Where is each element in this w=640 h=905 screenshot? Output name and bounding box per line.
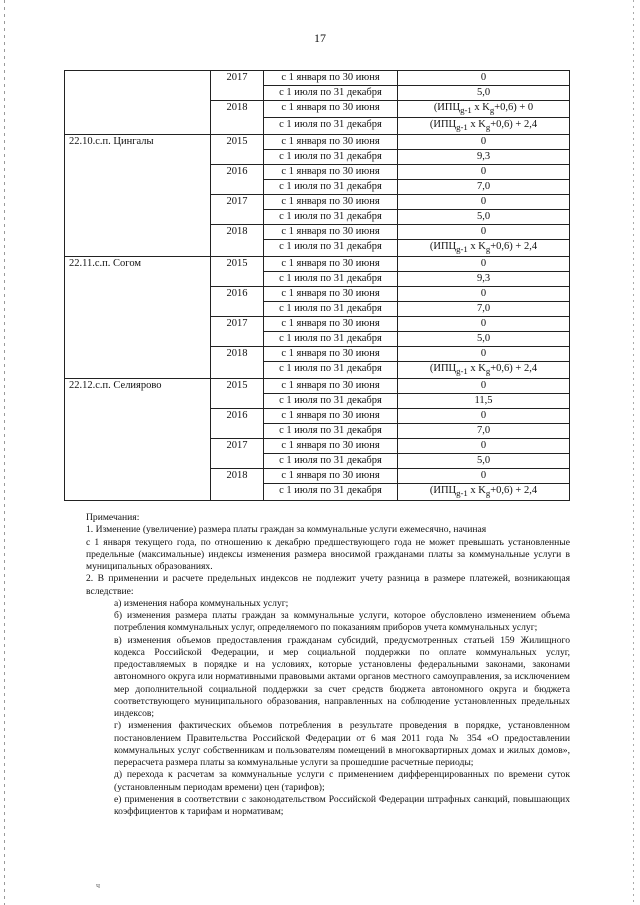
note-2-item-d: д) перехода к расчетам за коммунальные услуги с применением дифференцированных по времени суток (установленным периодам времени) цен (тарифов); (114, 769, 570, 793)
value-cell: 0 (398, 469, 570, 484)
settlement-cell: 22.11.с.п. Согом (65, 257, 211, 379)
period-cell: с 1 января по 30 июня (264, 135, 398, 150)
value-cell (398, 101, 570, 118)
period-cell: с 1 июля по 31 декабря (264, 454, 398, 469)
value-cell: 0 (398, 409, 570, 424)
value-cell: 0 (398, 195, 570, 210)
value-cell (398, 362, 570, 379)
value-cell: 9,3 (398, 150, 570, 165)
period-cell: с 1 июля по 31 декабря (264, 86, 398, 101)
value-cell: 0 (398, 71, 570, 86)
value-cell: 7,0 (398, 424, 570, 439)
table-row (65, 71, 570, 86)
scan-left-edge (4, 0, 5, 905)
year-cell: 2015 (211, 257, 264, 287)
period-cell: с 1 января по 30 июня (264, 257, 398, 272)
index-formula: ($ИПЦ_{g-1}$ x $K_g+0,6) + 2,4$ (429, 119, 538, 133)
index-formula: ($ИПЦ_{g-1}$ x $K_g+0,6) + 2,4$ (429, 363, 538, 377)
note-2-item-e: е) применения в соответствии с законодательством Российской Федерации штрафных санкций, повышающих коэффициентов к тарифам и нормативам; (114, 793, 570, 817)
settlement-cell: 22.12.с.п. Селиярово (65, 379, 211, 501)
period-cell: с 1 января по 30 июня (264, 469, 398, 484)
period-cell: с 1 июля по 31 декабря (264, 362, 398, 379)
year-cell: 2016 (211, 287, 264, 317)
period-cell: с 1 июля по 31 декабря (264, 150, 398, 165)
tariff-index-table (64, 70, 570, 501)
year-cell: 2018 (211, 225, 264, 257)
year-cell: 2015 (211, 135, 264, 165)
settlement-cell: 22.10.с.п. Цингалы (65, 135, 211, 257)
notes-heading: Примечания: (86, 512, 140, 523)
value-cell: 5,0 (398, 86, 570, 101)
value-cell: 7,0 (398, 180, 570, 195)
value-cell: 5,0 (398, 454, 570, 469)
period-cell: с 1 июля по 31 декабря (264, 484, 398, 501)
page-number: 17 (314, 31, 326, 45)
settlement-cell (65, 71, 211, 135)
period-cell: с 1 января по 30 июня (264, 287, 398, 302)
period-cell: с 1 июля по 31 декабря (264, 210, 398, 225)
period-cell: с 1 января по 30 июня (264, 165, 398, 180)
period-cell: с 1 января по 30 июня (264, 409, 398, 424)
table-row (65, 257, 570, 272)
value-cell: 0 (398, 135, 570, 150)
note-2-item-v: в) изменения объемов предоставления гражданам субсидий, предусмотренных статьей 159 Жилищного кодекса Российской Федерации, и мер социальной поддержки по оплате коммунальных услуг, предоставляемых в порядке и на условиях, которые установлены федеральными законами, законами автономного округа или нормативными правовыми актами органов местного самоуправления, за исключением мер дополнительной социальной поддержки за счет средств бюджета автономного округа и бюджета соответствующего муниципального образования, направленных на соблюдение установленных предельных индексов; (114, 634, 570, 719)
period-cell: с 1 января по 30 июня (264, 71, 398, 86)
value-cell: 0 (398, 317, 570, 332)
year-cell: 2017 (211, 317, 264, 347)
period-cell: с 1 января по 30 июня (264, 347, 398, 362)
value-cell: 5,0 (398, 210, 570, 225)
year-cell: 2017 (211, 71, 264, 101)
period-cell: с 1 июля по 31 декабря (264, 180, 398, 195)
period-cell: с 1 июля по 31 декабря (264, 332, 398, 347)
period-cell: с 1 января по 30 июня (264, 101, 398, 118)
index-formula: ($ИПЦ_{g-1}$ x $K_g+0,6) + 0$ (433, 102, 534, 116)
year-cell: 2016 (211, 409, 264, 439)
footer-mark: ч (96, 881, 101, 890)
year-cell: 2018 (211, 101, 264, 135)
value-cell: 0 (398, 287, 570, 302)
index-formula: ($ИПЦ_{g-1}$ x $K_g+0,6) + 2,4$ (429, 241, 538, 255)
note-2: 2. В применении и расчете предельных индексов не подлежит учету разница в размере платежей, возникающая вследствие: (86, 573, 570, 597)
value-cell: 9,3 (398, 272, 570, 287)
value-cell: 0 (398, 165, 570, 180)
year-cell: 2015 (211, 379, 264, 409)
year-cell: 2017 (211, 439, 264, 469)
note-1-first-line: 1. Изменение (увеличение) размера платы граждан за коммунальные услуги ежемесячно, начиная (86, 524, 487, 536)
year-cell: 2016 (211, 165, 264, 195)
index-formula: ($ИПЦ_{g-1}$ x $K_g+0,6) + 2,4$ (429, 485, 538, 499)
period-cell: с 1 июля по 31 декабря (264, 394, 398, 409)
value-cell (398, 484, 570, 501)
value-cell: 0 (398, 225, 570, 240)
value-cell (398, 240, 570, 257)
period-cell: с 1 июля по 31 декабря (264, 240, 398, 257)
period-cell: с 1 января по 30 июня (264, 379, 398, 394)
notes-section (86, 512, 570, 818)
value-cell: 11,5 (398, 394, 570, 409)
note-2-item-b: б) изменения размера платы граждан за коммунальные услуги, которое обусловлено изменением объема потребления коммунальных услуг, определяемого по показаниям приборов учета коммунальных услуг; (114, 610, 570, 634)
period-cell: с 1 января по 30 июня (264, 439, 398, 454)
period-cell: с 1 января по 30 июня (264, 195, 398, 210)
year-cell: 2018 (211, 469, 264, 501)
value-cell (398, 118, 570, 135)
period-cell: с 1 июля по 31 декабря (264, 424, 398, 439)
year-cell: 2018 (211, 347, 264, 379)
note-2-item-a: а) изменения набора коммунальных услуг; (114, 597, 289, 609)
table-row (65, 135, 570, 150)
note-1-body: с 1 января текущего года, по отношению к декабрю предшествующего года не может превышать установленные предельные (максимальные) индексы изменения размера вносимой гражданами платы за коммунальные услуги в муниципальных образованиях. (86, 536, 570, 572)
table-row (65, 379, 570, 394)
period-cell: с 1 января по 30 июня (264, 225, 398, 240)
note-2-item-g: г) изменения фактических объемов потребления в результате проведения в порядке, установленном постановлением Правительства Российской Федерации от 6 мая 2011 года № 354 «О предоставлении коммунальных услуг собственникам и пользователям помещений в многоквартирных домах и жилых домов», перерасчета размера платы за коммунальные услуги за прошедшие расчетные периоды; (114, 720, 570, 768)
value-cell: 0 (398, 379, 570, 394)
period-cell: с 1 января по 30 июня (264, 317, 398, 332)
period-cell: с 1 июля по 31 декабря (264, 118, 398, 135)
period-cell: с 1 июля по 31 декабря (264, 272, 398, 287)
value-cell: 5,0 (398, 332, 570, 347)
year-cell: 2017 (211, 195, 264, 225)
value-cell: 0 (398, 439, 570, 454)
period-cell: с 1 июля по 31 декабря (264, 302, 398, 317)
scan-right-edge (633, 0, 634, 905)
value-cell: 7,0 (398, 302, 570, 317)
value-cell: 0 (398, 257, 570, 272)
value-cell: 0 (398, 347, 570, 362)
